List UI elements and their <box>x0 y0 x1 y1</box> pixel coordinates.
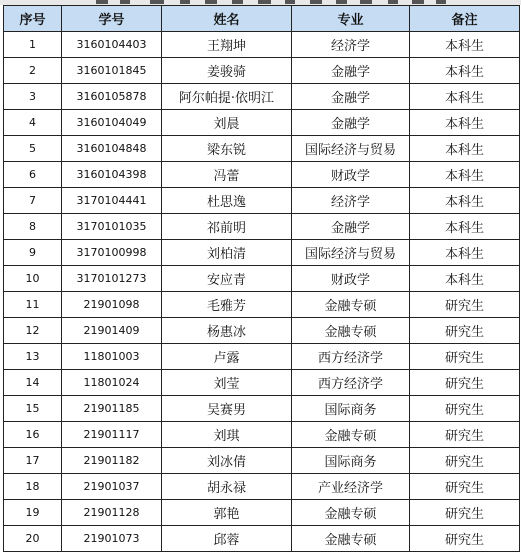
cell-note: 研究生 <box>410 526 520 552</box>
cell-major: 金融学 <box>292 58 410 84</box>
table-row <box>4 396 520 422</box>
cell-student-id: 3170104441 <box>62 188 162 214</box>
cell-major: 金融专硕 <box>292 422 410 448</box>
cell-note: 研究生 <box>410 318 520 344</box>
cell-major: 国际经济与贸易 <box>292 136 410 162</box>
cell-index: 19 <box>4 500 62 526</box>
cell-note: 本科生 <box>410 240 520 266</box>
cell-major: 财政学 <box>292 162 410 188</box>
cell-student-id: 21901098 <box>62 292 162 318</box>
header-row <box>4 6 520 32</box>
cell-note: 研究生 <box>410 474 520 500</box>
cell-student-id: 3160101845 <box>62 58 162 84</box>
cell-student-id: 11801024 <box>62 370 162 396</box>
cell-index: 3 <box>4 84 62 110</box>
cell-note: 研究生 <box>410 344 520 370</box>
cell-major: 西方经济学 <box>292 344 410 370</box>
cell-major: 国际商务 <box>292 448 410 474</box>
cell-major: 国际经济与贸易 <box>292 240 410 266</box>
cell-note: 研究生 <box>410 370 520 396</box>
table-row <box>4 526 520 552</box>
table-row <box>4 318 520 344</box>
header-student-id: 学号 <box>62 6 162 32</box>
cell-student-id: 21901409 <box>62 318 162 344</box>
cell-note: 本科生 <box>410 84 520 110</box>
cell-name: 王翔坤 <box>162 32 292 58</box>
cell-index: 7 <box>4 188 62 214</box>
cell-major: 金融专硕 <box>292 318 410 344</box>
cell-index: 20 <box>4 526 62 552</box>
cell-name: 郭艳 <box>162 500 292 526</box>
cell-major: 西方经济学 <box>292 370 410 396</box>
table-row <box>4 448 520 474</box>
cell-index: 10 <box>4 266 62 292</box>
cell-index: 16 <box>4 422 62 448</box>
cell-student-id: 3160105878 <box>62 84 162 110</box>
table-body <box>4 32 520 552</box>
cell-note: 研究生 <box>410 448 520 474</box>
table-row <box>4 266 520 292</box>
cell-note: 本科生 <box>410 214 520 240</box>
cell-index: 14 <box>4 370 62 396</box>
cell-name: 杜思逸 <box>162 188 292 214</box>
cell-student-id: 3160104398 <box>62 162 162 188</box>
cell-name: 毛雅芳 <box>162 292 292 318</box>
cell-name: 卢露 <box>162 344 292 370</box>
cell-major: 金融学 <box>292 84 410 110</box>
cell-major: 金融学 <box>292 214 410 240</box>
table-row <box>4 422 520 448</box>
cell-note: 本科生 <box>410 188 520 214</box>
cell-major: 金融专硕 <box>292 526 410 552</box>
cell-note: 本科生 <box>410 266 520 292</box>
cell-name: 安应青 <box>162 266 292 292</box>
cell-student-id: 3160104848 <box>62 136 162 162</box>
cell-note: 研究生 <box>410 292 520 318</box>
header-note: 备注 <box>410 6 520 32</box>
table-row <box>4 188 520 214</box>
cell-student-id: 21901117 <box>62 422 162 448</box>
table-row <box>4 292 520 318</box>
cell-note: 研究生 <box>410 422 520 448</box>
cell-student-id: 21901073 <box>62 526 162 552</box>
cell-name: 吴赛男 <box>162 396 292 422</box>
table-row <box>4 500 520 526</box>
cell-note: 研究生 <box>410 500 520 526</box>
table-row <box>4 240 520 266</box>
table-row <box>4 370 520 396</box>
cell-note: 本科生 <box>410 110 520 136</box>
cell-major: 经济学 <box>292 188 410 214</box>
cell-index: 6 <box>4 162 62 188</box>
cell-index: 12 <box>4 318 62 344</box>
cell-major: 财政学 <box>292 266 410 292</box>
cell-note: 本科生 <box>410 136 520 162</box>
cell-major: 金融专硕 <box>292 292 410 318</box>
table-row <box>4 162 520 188</box>
header-index: 序号 <box>4 6 62 32</box>
cell-name: 胡永禄 <box>162 474 292 500</box>
student-roster-table <box>3 5 520 552</box>
table-row <box>4 58 520 84</box>
header-name: 姓名 <box>162 6 292 32</box>
cell-student-id: 3160104049 <box>62 110 162 136</box>
table-row <box>4 136 520 162</box>
cell-name: 姜骏骑 <box>162 58 292 84</box>
cell-index: 17 <box>4 448 62 474</box>
cell-index: 4 <box>4 110 62 136</box>
cell-index: 2 <box>4 58 62 84</box>
cell-index: 13 <box>4 344 62 370</box>
cell-name: 刘柏清 <box>162 240 292 266</box>
cell-index: 8 <box>4 214 62 240</box>
cell-major: 金融专硕 <box>292 500 410 526</box>
cell-name: 阿尔帕提·依明江 <box>162 84 292 110</box>
cell-name: 刘冰倩 <box>162 448 292 474</box>
cell-name: 杨惠冰 <box>162 318 292 344</box>
table-row <box>4 344 520 370</box>
cell-index: 1 <box>4 32 62 58</box>
header-major: 专业 <box>292 6 410 32</box>
table-row <box>4 84 520 110</box>
table-row <box>4 214 520 240</box>
cell-index: 5 <box>4 136 62 162</box>
cell-major: 经济学 <box>292 32 410 58</box>
cell-name: 刘莹 <box>162 370 292 396</box>
cell-major: 产业经济学 <box>292 474 410 500</box>
cell-name: 刘晨 <box>162 110 292 136</box>
table-row <box>4 474 520 500</box>
cell-name: 冯蕾 <box>162 162 292 188</box>
cell-name: 邱蓉 <box>162 526 292 552</box>
table-row <box>4 32 520 58</box>
cell-name: 刘琪 <box>162 422 292 448</box>
cell-note: 本科生 <box>410 58 520 84</box>
cell-name: 祁前明 <box>162 214 292 240</box>
cell-student-id: 3160104403 <box>62 32 162 58</box>
cell-index: 11 <box>4 292 62 318</box>
cell-student-id: 21901185 <box>62 396 162 422</box>
cell-note: 本科生 <box>410 32 520 58</box>
cell-index: 18 <box>4 474 62 500</box>
cell-student-id: 21901182 <box>62 448 162 474</box>
cell-student-id: 3170101273 <box>62 266 162 292</box>
cell-student-id: 21901037 <box>62 474 162 500</box>
cell-student-id: 3170101035 <box>62 214 162 240</box>
cell-student-id: 21901128 <box>62 500 162 526</box>
cell-major: 金融学 <box>292 110 410 136</box>
cell-name: 梁东锐 <box>162 136 292 162</box>
cell-student-id: 3170100998 <box>62 240 162 266</box>
table-row <box>4 110 520 136</box>
cell-index: 9 <box>4 240 62 266</box>
cell-note: 本科生 <box>410 162 520 188</box>
cell-student-id: 11801003 <box>62 344 162 370</box>
cell-index: 15 <box>4 396 62 422</box>
cell-note: 研究生 <box>410 396 520 422</box>
cell-major: 国际商务 <box>292 396 410 422</box>
